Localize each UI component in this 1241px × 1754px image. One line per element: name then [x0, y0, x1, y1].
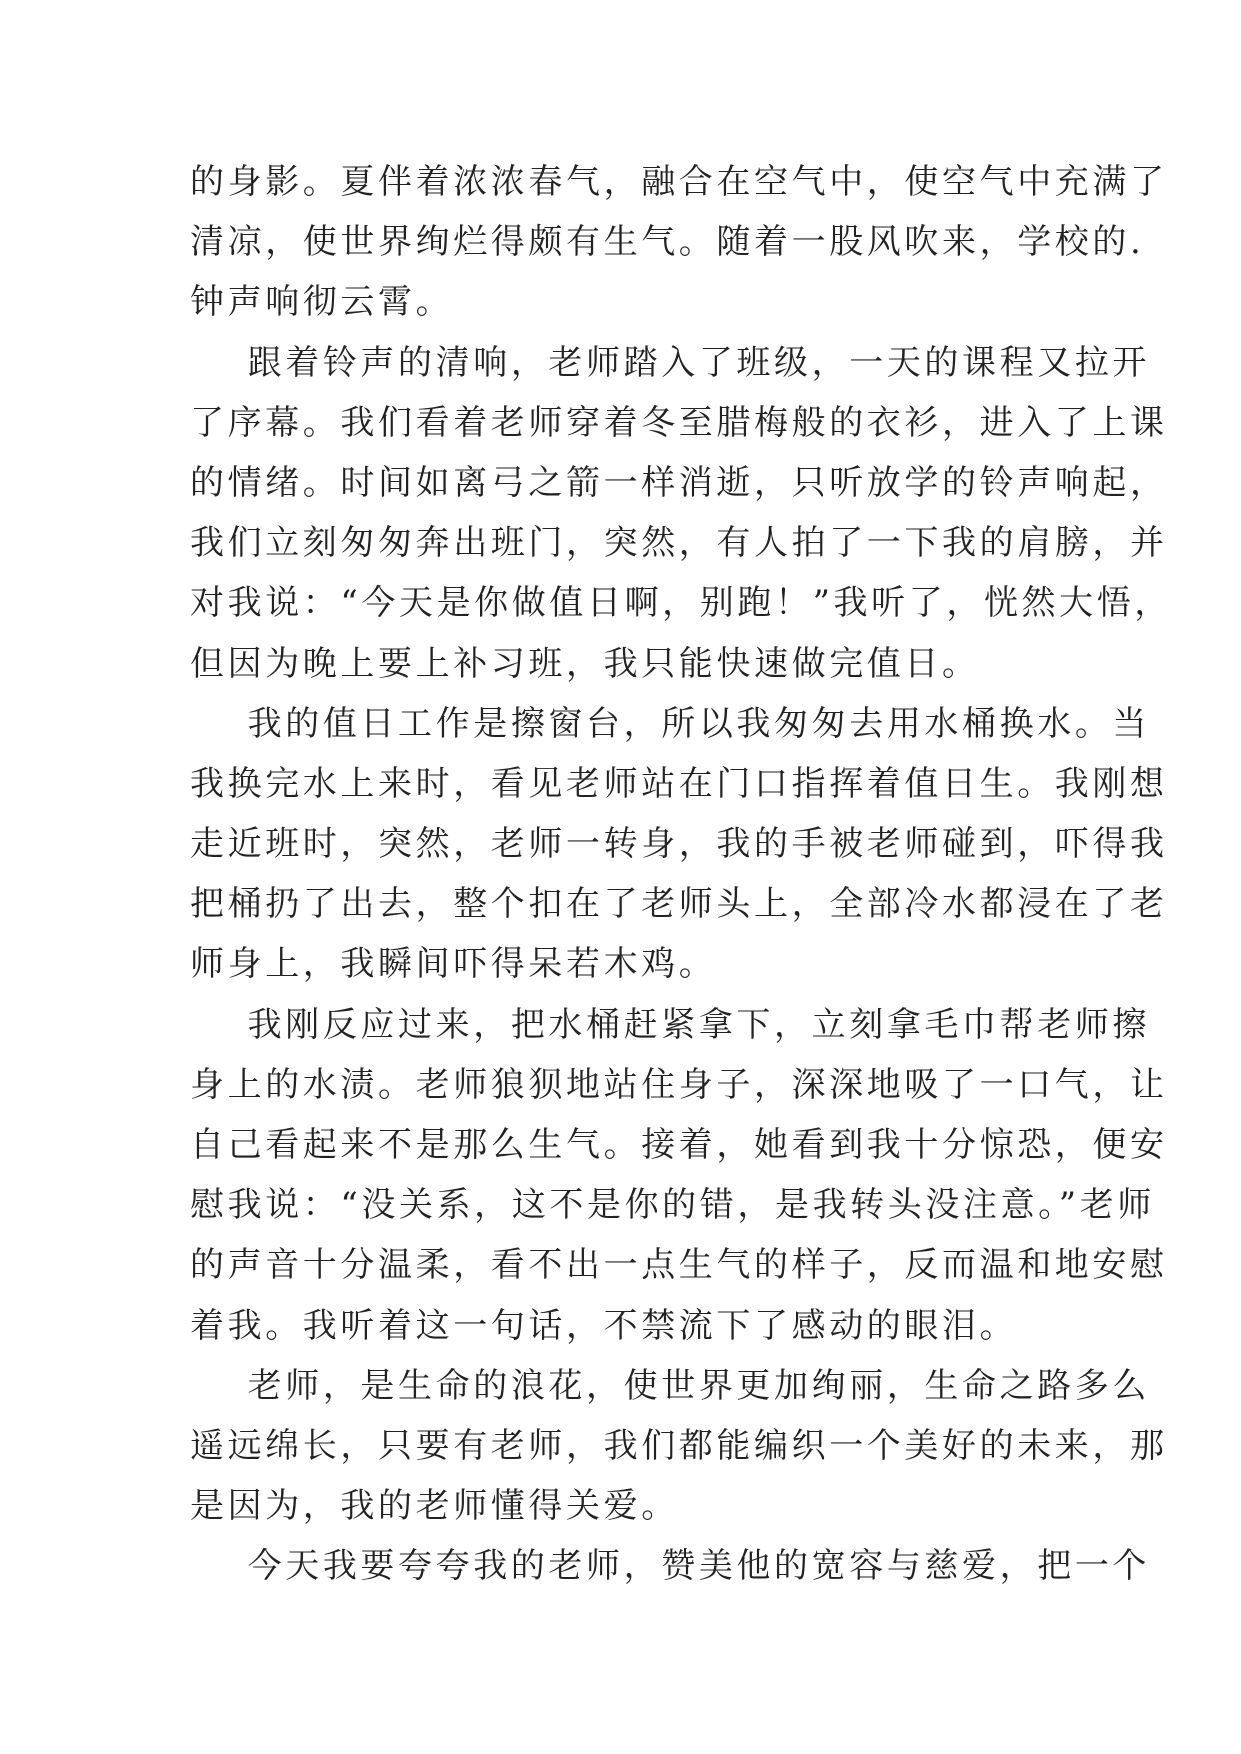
- text-line: 今天我要夸夸我的老师，赞美他的宽容与慈爱，把一个: [190, 1546, 1151, 1587]
- text-line: 师身上，我瞬间吓得呆若木鸡。: [190, 944, 717, 985]
- document-body: [190, 152, 1172, 1597]
- text-line: 了序幕。我们看着老师穿着冬至腊梅般的衣衫，进入了上课: [190, 402, 1168, 443]
- text-line: 身上的水渍。老师狼狈地站住身子，深深地吸了一口气，让: [190, 1064, 1168, 1105]
- text-line: 的情绪。时间如离弓之箭一样消逝，只听放学的铃声响起，: [190, 462, 1168, 503]
- text-line: 我们立刻匆匆奔出班门，突然，有人拍了一下我的肩膀，并: [190, 523, 1168, 564]
- text-line: 遥远绵长，只要有老师，我们都能编织一个美好的未来，那: [190, 1425, 1168, 1466]
- text-line: 但因为晚上要上补习班，我只能快速做完值日。: [190, 643, 980, 684]
- text-line: 钟声响彻云霄。: [190, 282, 454, 323]
- text-line: 慰我说：“没关系，这不是你的错，是我转头没注意。”老师: [190, 1185, 1155, 1226]
- text-line: 的声音十分温柔，看不出一点生气的样子，反而温和地安慰: [190, 1245, 1168, 1286]
- text-line: 的身影。夏伴着浓浓春气，融合在空气中，使空气中充满了: [190, 162, 1168, 202]
- text-line: 走近班时，突然，老师一转身，我的手被老师碰到，吓得我: [190, 824, 1168, 865]
- text-line: 我换完水上来时，看见老师站在门口指挥着值日生。我刚想: [190, 763, 1168, 804]
- text-line: 我的值日工作是擦窗台，所以我匆匆去用水桶换水。当: [190, 703, 1151, 744]
- text-line: 把桶扔了出去，整个扣在了老师头上，全部冷水都浸在了老: [190, 884, 1168, 925]
- text-line: 对我说：“今天是你做值日啊，别跑！”我听了，恍然大悟，: [190, 583, 1172, 624]
- text-line: 我刚反应过来，把水桶赶紧拿下，立刻拿毛巾帮老师擦: [190, 1004, 1151, 1045]
- text-line: 是因为，我的老师懂得关爱。: [190, 1486, 679, 1527]
- text-line: 跟着铃声的清响，老师踏入了班级，一天的课程又拉开: [190, 342, 1151, 383]
- text-line: 自己看起来不是那么生气。接着，她看到我十分惊恐，便安: [190, 1125, 1168, 1165]
- text-line: 老师，是生命的浪花，使世界更加绚丽，生命之路多么: [190, 1365, 1151, 1406]
- text-line: 着我。我听着这一句话，不禁流下了感动的眼泪。: [190, 1305, 1018, 1346]
- text-line: 清凉，使世界绚烂得颇有生气。随着一股风吹来，学校的.: [190, 222, 1145, 263]
